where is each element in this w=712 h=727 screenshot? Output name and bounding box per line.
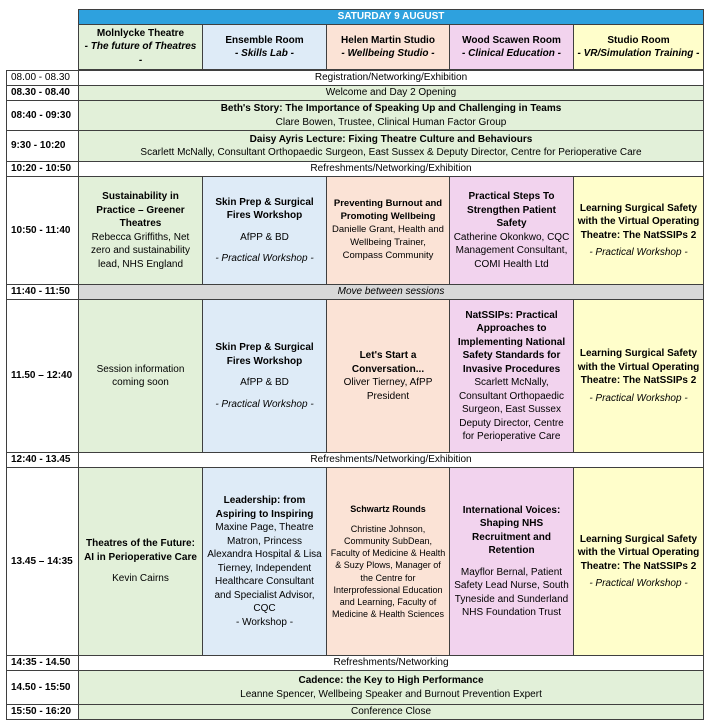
plenary-text: Conference Close <box>350 706 432 718</box>
session-title: Practical Steps To Strengthen Patient Safety <box>467 191 556 229</box>
time-cell <box>6 161 79 177</box>
session-title: Learning Surgical Safety with the Virtual Operating Theatre: The NatSSIPs 2 <box>577 348 700 386</box>
session-speaker: Clare Bowen, Trustee, Clinical Human Factor Group <box>275 116 507 128</box>
session-text: Session information coming soon <box>96 363 185 388</box>
plenary-text: Welcome and Day 2 Opening <box>325 87 457 99</box>
time-cell <box>6 670 79 705</box>
plenary-text: Move between sessions <box>337 286 445 298</box>
time-label: 12:40 - 13.45 <box>11 454 71 466</box>
time-cell <box>6 467 79 656</box>
time-label: 15:50 - 16:20 <box>11 706 72 718</box>
room-name: Molnlycke Theatre <box>96 27 185 39</box>
time-label: 14.50 - 15:50 <box>11 681 71 693</box>
time-label: 08:40 - 09:30 <box>11 109 72 121</box>
session-speaker: Christine Johnson, Community SubDean, Faculty of Medicine & Health & Suzy Plows, Manager of the Centre for Interprofessional Education and Learning, Faculty of Medicine & Health Sciences <box>330 524 446 619</box>
session-title: Learning Surgical Safety with the Virtual Operating Theatre: The NatSSIPs 2 <box>577 533 700 572</box>
session-title: Cadence: the Key to High Performance <box>298 675 484 686</box>
plenary-beths-story <box>78 100 704 131</box>
session-note: - Practical Workshop - <box>215 253 314 264</box>
plenary-refreshments-3 <box>78 655 704 671</box>
room-header-ensemble <box>202 24 327 70</box>
time-cell <box>6 176 79 285</box>
plenary-welcome <box>78 85 704 101</box>
session-s3-studio <box>573 467 704 656</box>
time-label: 14:35 - 14.50 <box>11 657 71 669</box>
session-s2-molnlycke <box>78 299 203 453</box>
session-s3-helen-martin <box>326 467 450 656</box>
time-cell <box>6 100 79 131</box>
session-s3-ensemble <box>202 467 327 656</box>
session-title: Sustainability in Practice – Greener Theatres <box>96 191 185 229</box>
session-note: - Practical Workshop - <box>589 392 688 404</box>
session-speaker: Rebecca Griffiths, Net zero and sustainability lead, NHS England <box>91 231 190 270</box>
session-s2-studio <box>573 299 704 453</box>
session-org: AfPP & BD <box>240 377 289 388</box>
session-org: AfPP & BD <box>240 231 289 243</box>
day-header <box>78 9 704 25</box>
session-title: Preventing Burnout and Promoting Wellbeing <box>333 198 443 223</box>
room-theme: - Wellbeing Studio - <box>341 48 435 59</box>
room-name: Helen Martin Studio <box>341 34 435 46</box>
time-cell <box>6 85 79 101</box>
session-title: Learning Surgical Safety with the Virtual Operating Theatre: The NatSSIPs 2 <box>577 202 700 241</box>
session-note: - Practical Workshop - <box>589 247 688 258</box>
session-title: Daisy Ayris Lecture: Fixing Theatre Culture and Behaviours <box>249 133 533 145</box>
plenary-text: Refreshments/Networking <box>333 657 449 669</box>
room-name: Studio Room <box>607 34 670 46</box>
session-title: Let's Start a Conversation... <box>351 350 425 375</box>
time-label: 11:40 - 11:50 <box>11 286 70 298</box>
time-label: 10:20 - 10:50 <box>11 163 72 175</box>
session-note: - Practical Workshop - <box>589 578 688 589</box>
session-title: Schwartz Rounds <box>350 503 426 514</box>
room-header-studio <box>573 24 704 70</box>
session-speaker: Leanne Spencer, Wellbeing Speaker and Burnout Prevention Expert <box>240 688 542 700</box>
time-cell <box>6 704 79 720</box>
time-cell <box>6 299 79 453</box>
session-title: NatSSIPs: Practical Approaches to Implementing National Safety Standards for Invasive Procedures <box>457 309 566 375</box>
plenary-daisy-ayris-lecture <box>78 130 704 162</box>
session-title: International Voices: Shaping NHS Recruitment and Retention <box>462 504 561 556</box>
plenary-move-between-sessions <box>78 284 704 300</box>
plenary-text: Refreshments/Networking/Exhibition <box>310 163 472 175</box>
plenary-conference-close <box>78 704 704 720</box>
room-header-helen-martin <box>326 24 450 70</box>
session-s1-wood-scawen <box>449 176 574 285</box>
session-speaker: Scarlett McNally, Consultant Orthopaedic Surgeon, East Sussex Deputy Director, Centre for Perioperative Care <box>458 377 565 442</box>
session-s2-wood-scawen <box>449 299 574 453</box>
time-label: 11.50 – 12:40 <box>11 370 73 382</box>
session-note: - Practical Workshop - <box>215 398 314 410</box>
session-speaker: Catherine Okonkwo, CQC Management Consultant, COMI Health Ltd <box>453 231 570 270</box>
session-s1-ensemble <box>202 176 327 285</box>
plenary-refreshments-1 <box>78 161 704 177</box>
time-label: 10:50 - 11:40 <box>11 224 71 236</box>
session-title: Theatres of the Future: AI in Perioperative Care <box>84 538 197 563</box>
day-title: SATURDAY 9 AUGUST <box>337 11 445 23</box>
time-label: 08.00 - 08.30 <box>11 72 70 84</box>
plenary-registration <box>78 70 704 86</box>
session-speaker: Maxine Page, Theatre Matron, Princess Alexandra Hospital & Lisa Tierney, Independent Healthcare Consultant and Specialist Advisor, CQC <box>207 522 322 614</box>
room-theme: - Skills Lab - <box>235 48 294 59</box>
session-s1-helen-martin <box>326 176 450 285</box>
room-name: Ensemble Room <box>225 34 304 46</box>
time-cell <box>6 452 79 468</box>
session-s2-ensemble <box>202 299 327 453</box>
session-speaker: Scarlett McNally, Consultant Orthopaedic Surgeon, East Sussex & Deputy Director, Centre for Perioperative Care <box>140 147 642 158</box>
session-speaker: Mayflor Bernal, Patient Safety Lead Nurse, South Tyneside and Sunderland NHS Foundation Trust <box>454 566 569 618</box>
time-label: 13.45 – 14:35 <box>11 555 73 567</box>
time-cell <box>6 70 79 86</box>
time-cell <box>6 130 79 162</box>
session-title: Leadership: from Aspiring to Inspiring <box>215 495 314 520</box>
session-s3-molnlycke <box>78 467 203 656</box>
session-s2-helen-martin <box>326 299 450 453</box>
time-label: 9:30 - 10:20 <box>11 140 66 152</box>
room-header-molnlycke <box>78 24 203 70</box>
session-note: - Workshop - <box>235 616 294 628</box>
room-header-wood-scawen <box>449 24 574 70</box>
session-s1-molnlycke <box>78 176 203 285</box>
plenary-cadence <box>78 670 704 705</box>
time-cell <box>6 655 79 671</box>
plenary-refreshments-2 <box>78 452 704 468</box>
session-speaker: Kevin Cairns <box>112 573 169 585</box>
session-title: Beth's Story: The Importance of Speaking Up and Challenging in Teams <box>220 103 562 114</box>
session-speaker: Oliver Tierney, AfPP President <box>343 377 433 402</box>
time-cell <box>6 284 79 300</box>
time-label: 08.30 - 08.40 <box>11 87 70 99</box>
session-title: Skin Prep & Surgical Fires Workshop <box>215 342 314 367</box>
plenary-text: Registration/Networking/Exhibition <box>314 72 468 84</box>
room-theme: - Clinical Education - <box>462 48 561 59</box>
room-theme: - VR/Simulation Training - <box>577 48 700 59</box>
session-speaker: Danielle Grant, Health and Wellbeing Trainer, Compass Community <box>332 224 444 261</box>
room-name: Wood Scawen Room <box>462 34 561 46</box>
session-s3-wood-scawen <box>449 467 574 656</box>
session-title: Skin Prep & Surgical Fires Workshop <box>215 196 314 221</box>
room-theme: - The future of Theatres - <box>84 41 197 66</box>
session-s1-studio <box>573 176 704 285</box>
plenary-text: Refreshments/Networking/Exhibition <box>310 454 472 466</box>
